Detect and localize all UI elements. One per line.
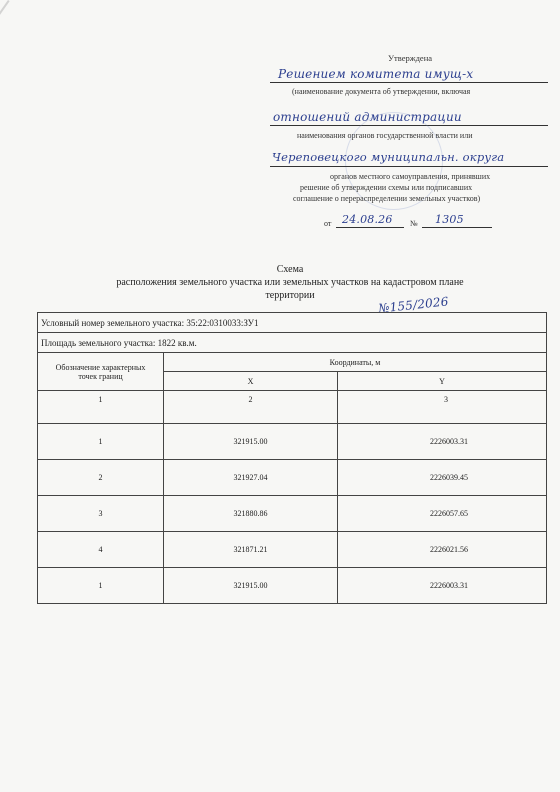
x-value: 321915.00 (164, 568, 338, 604)
point-label: 2 (38, 460, 164, 496)
y-value: 2226057.65 (338, 496, 547, 532)
conditional-number: Условный номер земельного участка: 35:22:0310033:ЗУ1 (38, 313, 547, 333)
scheme-title: Схема (276, 264, 304, 275)
column-number: 3 (338, 391, 547, 424)
y-value: 2226039.45 (338, 460, 547, 496)
approval-number-prefix: № (410, 219, 418, 228)
x-value: 321871.21 (164, 532, 338, 568)
approval-doc-caption: (наименование документа об утверждении, включая (292, 87, 471, 96)
table-row (38, 532, 547, 568)
table-row (38, 424, 547, 460)
point-label: 3 (38, 496, 164, 532)
col-header-y: Y (338, 372, 547, 391)
scan-mark (0, 0, 10, 99)
column-number: 1 (38, 391, 164, 424)
approval-date-prefix: от (324, 219, 332, 228)
approval-title: Утверждена (388, 53, 433, 63)
y-value: 2226003.31 (338, 568, 547, 604)
handwritten-registration-number: №155/2026 (377, 294, 450, 316)
scheme-subtitle-line1: расположения земельного участка или земельных участков на кадастровом плане (116, 277, 464, 288)
column-number: 2 (164, 391, 338, 424)
approval-number-underline (422, 227, 492, 228)
approval-municipality-underline (270, 166, 548, 167)
y-value: 2226003.31 (338, 424, 547, 460)
area-value: Площадь земельного участка: 1822 кв.м. (38, 333, 547, 353)
approval-municipality-caption-2: решение об утверждении схемы или подписавших (300, 183, 473, 192)
approval-municipality-caption-1: органов местного самоуправления, принявших (330, 172, 491, 181)
table-row (38, 568, 547, 604)
approval-date-underline (336, 227, 404, 228)
table-row (38, 460, 547, 496)
approval-authority-caption: наименования органов государственной власти или (297, 131, 473, 140)
y-value: 2226021.56 (338, 532, 547, 568)
point-label: 1 (38, 424, 164, 460)
point-label: 4 (38, 532, 164, 568)
x-value: 321880.86 (164, 496, 338, 532)
approval-municipality-handwritten: Череповецкого муниципальн. округа (272, 150, 505, 164)
approval-doc-handwritten: Решением комитета имущ-х (278, 67, 474, 81)
approval-date-value: 24.08.26 (342, 213, 393, 226)
scheme-subtitle-line2: территории (265, 290, 315, 301)
approval-municipality-caption-3: соглашение о перераспределении земельных участков) (293, 194, 481, 203)
approval-authority-handwritten: отношений администрации (273, 110, 462, 124)
col-header-x: X (164, 372, 338, 391)
x-value: 321915.00 (164, 424, 338, 460)
approval-doc-underline (270, 82, 548, 83)
col-header-points: Обозначение характерных точек границ (38, 353, 164, 391)
table-row (38, 496, 547, 532)
x-value: 321927.04 (164, 460, 338, 496)
column-number-row (38, 391, 547, 424)
point-label: 1 (38, 568, 164, 604)
col-header-coords: Координаты, м (164, 353, 547, 372)
coordinates-table (37, 312, 547, 604)
approval-number-value: 1305 (435, 213, 464, 226)
